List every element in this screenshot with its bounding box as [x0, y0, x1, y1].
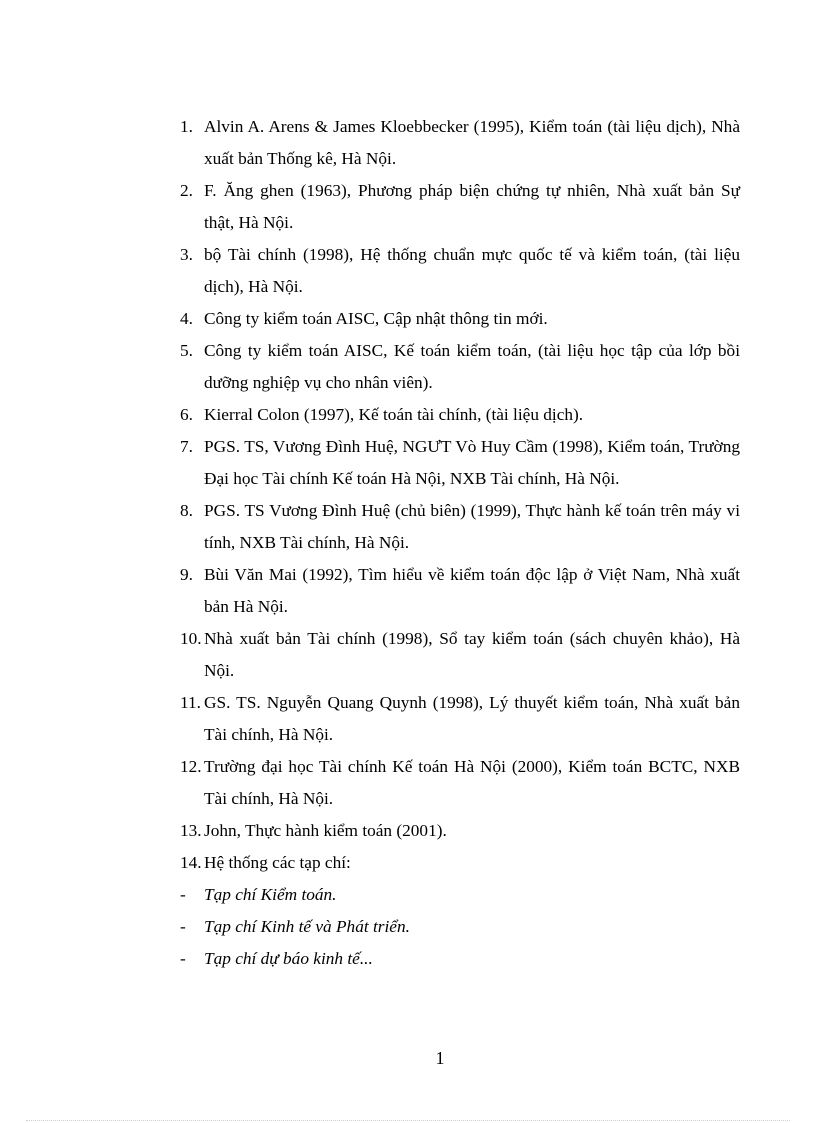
journal-dash: - — [180, 949, 186, 968]
reference-item-7 — [180, 431, 740, 495]
journal-item-3 — [180, 943, 740, 975]
reference-item-4 — [180, 303, 740, 335]
reference-item-9 — [180, 559, 740, 623]
footer-divider — [26, 1120, 790, 1121]
reference-number: 12. — [180, 757, 202, 776]
reference-number: 13. — [180, 821, 202, 840]
reference-item-11 — [180, 687, 740, 751]
page-number: 1 — [435, 1048, 445, 1068]
reference-text: Alvin A. Arens & James Kloebbecker (1995), Kiểm toán (tài liệu dịch), Nhà xuất bản Thống kê, Hà Nội. — [204, 117, 740, 168]
reference-number: 2. — [180, 181, 193, 200]
reference-text: Kierral Colon (1997), Kế toán tài chính, (tài liệu dịch). — [204, 405, 584, 424]
reference-text: F. Ăng ghen (1963), Phương pháp biện chứng tự nhiên, Nhà xuất bản Sự thật, Hà Nội. — [204, 181, 740, 232]
reference-text: PGS. TS, Vương Đình Huệ, NGƯT Vò Huy Cầm (1998), Kiểm toán, Trường Đại học Tài chính Kế toán Hà Nội, NXB Tài chính, Hà Nội. — [204, 437, 740, 488]
reference-number: 6. — [180, 405, 193, 424]
reference-number: 8. — [180, 501, 193, 520]
reference-item-5 — [180, 335, 740, 399]
journal-dash: - — [180, 885, 186, 904]
reference-text: Nhà xuất bản Tài chính (1998), Sổ tay kiểm toán (sách chuyên khảo), Hà Nội. — [204, 629, 740, 680]
reference-text: Bùi Văn Mai (1992), Tìm hiểu về kiểm toán độc lập ở Việt Nam, Nhà xuất bản Hà Nội. — [204, 565, 740, 616]
reference-item-2 — [180, 175, 740, 239]
reference-text: Trường đại học Tài chính Kế toán Hà Nội (2000), Kiểm toán BCTC, NXB Tài chính, Hà Nội. — [204, 757, 740, 808]
reference-item-3 — [180, 239, 740, 303]
journal-item-2 — [180, 911, 740, 943]
journal-item-1 — [180, 879, 740, 911]
reference-item-6 — [180, 399, 740, 431]
reference-number: 1. — [180, 117, 193, 136]
reference-item-10 — [180, 623, 740, 687]
journal-title: Tạp chí Kiểm toán. — [204, 885, 337, 904]
reference-text: bộ Tài chính (1998), Hệ thống chuẩn mực quốc tế và kiểm toán, (tài liệu dịch), Hà Nội. — [204, 245, 740, 296]
reference-item-8 — [180, 495, 740, 559]
reference-number: 11. — [180, 693, 201, 712]
reference-number: 7. — [180, 437, 193, 456]
journal-title: Tạp chí dự báo kinh tế... — [204, 949, 373, 968]
reference-number: 3. — [180, 245, 193, 264]
reference-number: 9. — [180, 565, 193, 584]
reference-text: Công ty kiểm toán AISC, Kế toán kiểm toán, (tài liệu học tập của lớp bồi dưỡng nghiệp vụ cho nhân viên). — [204, 341, 740, 392]
reference-number: 5. — [180, 341, 193, 360]
reference-text: Công ty kiểm toán AISC, Cập nhật thông tin mới. — [204, 309, 548, 328]
reference-number: 4. — [180, 309, 193, 328]
reference-text: John, Thực hành kiểm toán (2001). — [204, 821, 447, 840]
journal-title: Tạp chí Kinh tế và Phát triển. — [204, 917, 410, 936]
reference-text: PGS. TS Vương Đình Huệ (chủ biên) (1999), Thực hành kế toán trên máy vi tính, NXB Tài chính, Hà Nội. — [204, 501, 740, 552]
reference-number: 14. — [180, 853, 202, 872]
reference-list — [180, 111, 740, 975]
reference-number: 10. — [180, 629, 202, 648]
reference-item-1 — [180, 111, 740, 175]
reference-text: Hệ thống các tạp chí: — [204, 853, 351, 872]
journal-dash: - — [180, 917, 186, 936]
reference-text: GS. TS. Nguyễn Quang Quynh (1998), Lý thuyết kiểm toán, Nhà xuất bản Tài chính, Hà Nội. — [204, 693, 740, 744]
reference-item-13 — [180, 815, 740, 847]
reference-item-12 — [180, 751, 740, 815]
reference-item-14 — [180, 847, 740, 879]
